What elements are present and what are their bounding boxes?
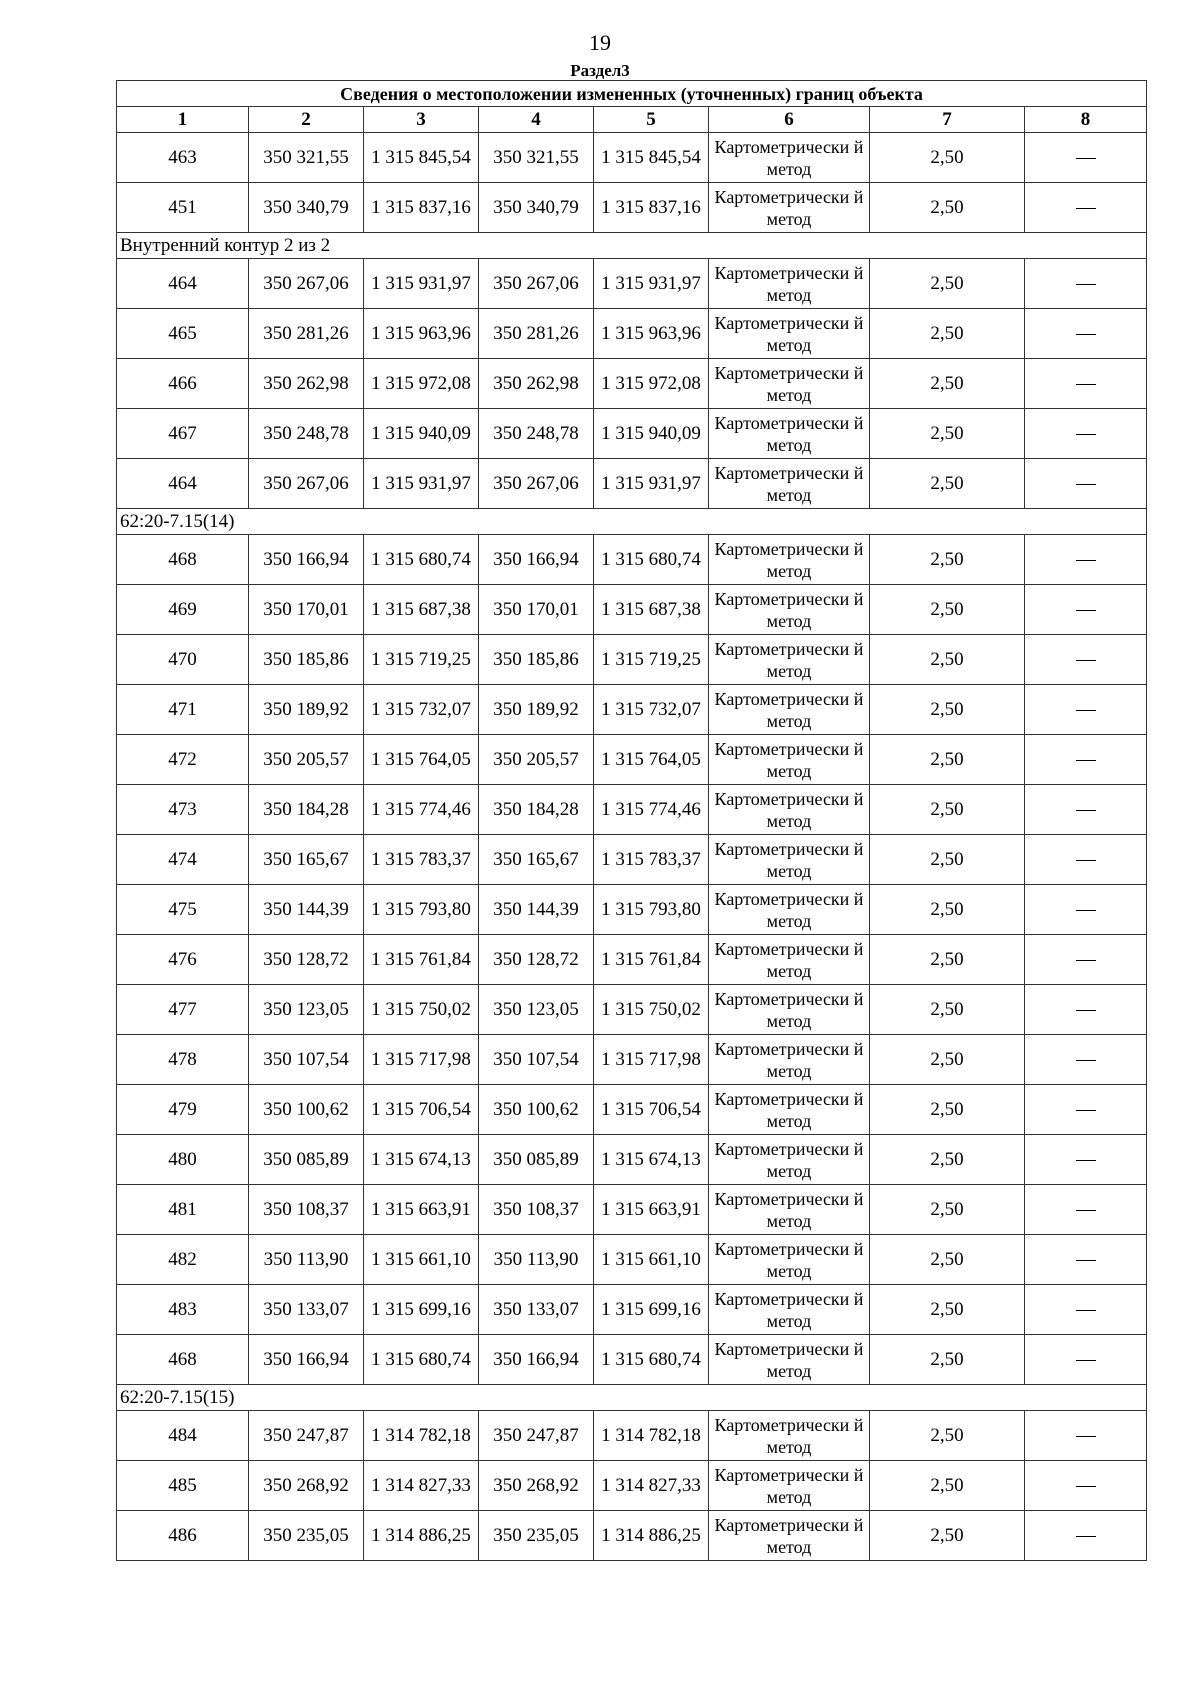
contour-label: 62:20-7.15(15): [117, 1385, 1147, 1411]
x-existing-cell: 350 144,39: [249, 885, 364, 935]
y-existing-cell: 1 315 940,09: [364, 409, 479, 459]
y-refined-cell: 1 315 687,38: [594, 585, 709, 635]
y-refined-cell: 1 315 719,25: [594, 635, 709, 685]
y-refined-cell: 1 315 699,16: [594, 1285, 709, 1335]
description-cell: [1025, 183, 1147, 233]
dash-mark: [1076, 384, 1096, 385]
x-refined-cell: 350 166,94: [479, 535, 594, 585]
method-cell: Картометрически й метод: [709, 359, 870, 409]
table-row: [117, 685, 1147, 735]
x-existing-cell: 350 205,57: [249, 735, 364, 785]
point-number-cell: 482: [117, 1235, 249, 1285]
y-refined-cell: 1 315 706,54: [594, 1085, 709, 1135]
method-cell: Картометрически й метод: [709, 133, 870, 183]
point-number-cell: 486: [117, 1511, 249, 1561]
dash-mark: [1076, 1160, 1096, 1161]
x-refined-cell: 350 165,67: [479, 835, 594, 885]
x-refined-cell: 350 267,06: [479, 459, 594, 509]
point-number-cell: 485: [117, 1461, 249, 1511]
method-cell: Картометрически й метод: [709, 1285, 870, 1335]
x-refined-cell: 350 321,55: [479, 133, 594, 183]
y-existing-cell: 1 315 764,05: [364, 735, 479, 785]
y-existing-cell: 1 315 845,54: [364, 133, 479, 183]
point-number-cell: 484: [117, 1411, 249, 1461]
x-existing-cell: 350 170,01: [249, 585, 364, 635]
y-refined-cell: 1 315 972,08: [594, 359, 709, 409]
y-refined-cell: 1 314 782,18: [594, 1411, 709, 1461]
x-existing-cell: 350 268,92: [249, 1461, 364, 1511]
column-number: 1: [117, 107, 249, 133]
method-cell: Картометрически й метод: [709, 1235, 870, 1285]
table-row: [117, 183, 1147, 233]
y-existing-cell: 1 315 680,74: [364, 535, 479, 585]
point-number-cell: 463: [117, 133, 249, 183]
x-existing-cell: 350 113,90: [249, 1235, 364, 1285]
x-refined-cell: 350 185,86: [479, 635, 594, 685]
table-row: [117, 535, 1147, 585]
x-existing-cell: 350 085,89: [249, 1135, 364, 1185]
accuracy-cell: 2,50: [870, 1335, 1025, 1385]
description-cell: [1025, 409, 1147, 459]
method-cell: Картометрически й метод: [709, 409, 870, 459]
description-cell: [1025, 735, 1147, 785]
accuracy-cell: 2,50: [870, 1461, 1025, 1511]
x-refined-cell: 350 281,26: [479, 309, 594, 359]
method-cell: Картометрически й метод: [709, 1085, 870, 1135]
x-existing-cell: 350 267,06: [249, 459, 364, 509]
accuracy-cell: 2,50: [870, 359, 1025, 409]
table-row: [117, 359, 1147, 409]
table-row: [117, 1511, 1147, 1561]
description-cell: [1025, 1135, 1147, 1185]
contour-group-row: [117, 509, 1147, 535]
dash-mark: [1076, 1310, 1096, 1311]
y-refined-cell: 1 315 680,74: [594, 1335, 709, 1385]
point-number-cell: 481: [117, 1185, 249, 1235]
accuracy-cell: 2,50: [870, 535, 1025, 585]
x-existing-cell: 350 166,94: [249, 1335, 364, 1385]
point-number-cell: 473: [117, 785, 249, 835]
description-cell: [1025, 259, 1147, 309]
y-refined-cell: 1 315 963,96: [594, 309, 709, 359]
column-number: 8: [1025, 107, 1147, 133]
method-cell: Картометрически й метод: [709, 1335, 870, 1385]
contour-group-row: [117, 1385, 1147, 1411]
accuracy-cell: 2,50: [870, 785, 1025, 835]
y-existing-cell: 1 315 931,97: [364, 459, 479, 509]
point-number-cell: 480: [117, 1135, 249, 1185]
description-cell: [1025, 1511, 1147, 1561]
table-row: [117, 985, 1147, 1035]
accuracy-cell: 2,50: [870, 585, 1025, 635]
table-row: [117, 1235, 1147, 1285]
dash-mark: [1076, 660, 1096, 661]
dash-mark: [1076, 560, 1096, 561]
point-number-cell: 475: [117, 885, 249, 935]
contour-label: Внутренний контур 2 из 2: [117, 233, 1147, 259]
method-cell: Картометрически й метод: [709, 1135, 870, 1185]
contour-label: 62:20-7.15(14): [117, 509, 1147, 535]
y-existing-cell: 1 315 783,37: [364, 835, 479, 885]
y-refined-cell: 1 314 886,25: [594, 1511, 709, 1561]
point-number-cell: 464: [117, 259, 249, 309]
method-cell: Картометрически й метод: [709, 535, 870, 585]
description-cell: [1025, 1235, 1147, 1285]
x-refined-cell: 350 184,28: [479, 785, 594, 835]
x-refined-cell: 350 113,90: [479, 1235, 594, 1285]
table-body: [117, 81, 1147, 1561]
y-existing-cell: 1 315 680,74: [364, 1335, 479, 1385]
y-existing-cell: 1 315 732,07: [364, 685, 479, 735]
point-number-cell: 476: [117, 935, 249, 985]
y-existing-cell: 1 315 687,38: [364, 585, 479, 635]
point-number-cell: 451: [117, 183, 249, 233]
y-existing-cell: 1 314 782,18: [364, 1411, 479, 1461]
x-refined-cell: 350 262,98: [479, 359, 594, 409]
y-existing-cell: 1 315 719,25: [364, 635, 479, 685]
table-caption-row: [117, 81, 1147, 107]
table-row: [117, 309, 1147, 359]
method-cell: Картометрически й метод: [709, 259, 870, 309]
method-cell: Картометрически й метод: [709, 885, 870, 935]
y-refined-cell: 1 315 750,02: [594, 985, 709, 1035]
y-existing-cell: 1 315 972,08: [364, 359, 479, 409]
y-existing-cell: 1 315 717,98: [364, 1035, 479, 1085]
point-number-cell: 470: [117, 635, 249, 685]
y-existing-cell: 1 315 837,16: [364, 183, 479, 233]
dash-mark: [1076, 1210, 1096, 1211]
point-number-cell: 467: [117, 409, 249, 459]
method-cell: Картометрически й метод: [709, 685, 870, 735]
x-refined-cell: 350 247,87: [479, 1411, 594, 1461]
y-existing-cell: 1 315 706,54: [364, 1085, 479, 1135]
description-cell: [1025, 935, 1147, 985]
description-cell: [1025, 309, 1147, 359]
x-existing-cell: 350 267,06: [249, 259, 364, 309]
x-refined-cell: 350 235,05: [479, 1511, 594, 1561]
table-row: [117, 935, 1147, 985]
column-number: 5: [594, 107, 709, 133]
x-existing-cell: 350 123,05: [249, 985, 364, 1035]
dash-mark: [1076, 1260, 1096, 1261]
accuracy-cell: 2,50: [870, 309, 1025, 359]
y-refined-cell: 1 315 663,91: [594, 1185, 709, 1235]
table-row: [117, 459, 1147, 509]
dash-mark: [1076, 1110, 1096, 1111]
point-number-cell: 472: [117, 735, 249, 785]
table-caption: Сведения о местоположении измененных (уточненных) границ объекта: [117, 81, 1147, 107]
description-cell: [1025, 635, 1147, 685]
dash-mark: [1076, 1360, 1096, 1361]
y-existing-cell: 1 315 663,91: [364, 1185, 479, 1235]
accuracy-cell: 2,50: [870, 885, 1025, 935]
point-number-cell: 478: [117, 1035, 249, 1085]
x-existing-cell: 350 107,54: [249, 1035, 364, 1085]
y-refined-cell: 1 315 774,46: [594, 785, 709, 835]
dash-mark: [1076, 910, 1096, 911]
dash-mark: [1076, 334, 1096, 335]
x-refined-cell: 350 133,07: [479, 1285, 594, 1335]
dash-mark: [1076, 960, 1096, 961]
description-cell: [1025, 785, 1147, 835]
accuracy-cell: 2,50: [870, 1085, 1025, 1135]
x-refined-cell: 350 205,57: [479, 735, 594, 785]
dash-mark: [1076, 1486, 1096, 1487]
method-cell: Картометрически й метод: [709, 585, 870, 635]
accuracy-cell: 2,50: [870, 735, 1025, 785]
x-existing-cell: 350 108,37: [249, 1185, 364, 1235]
method-cell: Картометрически й метод: [709, 785, 870, 835]
y-existing-cell: 1 315 793,80: [364, 885, 479, 935]
y-existing-cell: 1 315 761,84: [364, 935, 479, 985]
description-cell: [1025, 1285, 1147, 1335]
point-number-cell: 474: [117, 835, 249, 885]
table-row: [117, 735, 1147, 785]
y-existing-cell: 1 315 699,16: [364, 1285, 479, 1335]
x-existing-cell: 350 235,05: [249, 1511, 364, 1561]
x-existing-cell: 350 133,07: [249, 1285, 364, 1335]
y-existing-cell: 1 314 827,33: [364, 1461, 479, 1511]
method-cell: Картометрически й метод: [709, 635, 870, 685]
column-number: 7: [870, 107, 1025, 133]
accuracy-cell: 2,50: [870, 1235, 1025, 1285]
table-row: [117, 785, 1147, 835]
x-refined-cell: 350 085,89: [479, 1135, 594, 1185]
x-refined-cell: 350 166,94: [479, 1335, 594, 1385]
x-refined-cell: 350 107,54: [479, 1035, 594, 1085]
table-row: [117, 635, 1147, 685]
description-cell: [1025, 1185, 1147, 1235]
x-existing-cell: 350 247,87: [249, 1411, 364, 1461]
y-existing-cell: 1 315 931,97: [364, 259, 479, 309]
x-refined-cell: 350 144,39: [479, 885, 594, 935]
coordinates-table: [116, 80, 1147, 1561]
table-row: [117, 1135, 1147, 1185]
point-number-cell: 479: [117, 1085, 249, 1135]
y-existing-cell: 1 315 750,02: [364, 985, 479, 1035]
x-existing-cell: 350 100,62: [249, 1085, 364, 1135]
table-row: [117, 585, 1147, 635]
x-existing-cell: 350 166,94: [249, 535, 364, 585]
x-refined-cell: 350 170,01: [479, 585, 594, 635]
description-cell: [1025, 835, 1147, 885]
table-row: [117, 133, 1147, 183]
table-row: [117, 1461, 1147, 1511]
x-existing-cell: 350 321,55: [249, 133, 364, 183]
y-refined-cell: 1 315 680,74: [594, 535, 709, 585]
dash-mark: [1076, 1536, 1096, 1537]
method-cell: Картометрически й метод: [709, 309, 870, 359]
x-refined-cell: 350 248,78: [479, 409, 594, 459]
table-row: [117, 1335, 1147, 1385]
method-cell: Картометрически й метод: [709, 835, 870, 885]
method-cell: Картометрически й метод: [709, 1411, 870, 1461]
y-existing-cell: 1 315 674,13: [364, 1135, 479, 1185]
method-cell: Картометрически й метод: [709, 935, 870, 985]
y-refined-cell: 1 315 783,37: [594, 835, 709, 885]
method-cell: Картометрически й метод: [709, 1185, 870, 1235]
y-refined-cell: 1 315 793,80: [594, 885, 709, 935]
x-existing-cell: 350 184,28: [249, 785, 364, 835]
accuracy-cell: 2,50: [870, 1035, 1025, 1085]
accuracy-cell: 2,50: [870, 835, 1025, 885]
contour-group-row: [117, 233, 1147, 259]
y-refined-cell: 1 315 732,07: [594, 685, 709, 735]
x-refined-cell: 350 189,92: [479, 685, 594, 735]
column-number: 2: [249, 107, 364, 133]
description-cell: [1025, 1035, 1147, 1085]
section-title: Раздел3: [570, 61, 630, 80]
x-existing-cell: 350 262,98: [249, 359, 364, 409]
y-existing-cell: 1 315 963,96: [364, 309, 479, 359]
y-refined-cell: 1 315 845,54: [594, 133, 709, 183]
table-row: [117, 1185, 1147, 1235]
dash-mark: [1076, 810, 1096, 811]
y-refined-cell: 1 314 827,33: [594, 1461, 709, 1511]
accuracy-cell: 2,50: [870, 183, 1025, 233]
x-existing-cell: 350 165,67: [249, 835, 364, 885]
accuracy-cell: 2,50: [870, 459, 1025, 509]
point-number-cell: 465: [117, 309, 249, 359]
y-refined-cell: 1 315 674,13: [594, 1135, 709, 1185]
description-cell: [1025, 585, 1147, 635]
accuracy-cell: 2,50: [870, 685, 1025, 735]
x-existing-cell: 350 248,78: [249, 409, 364, 459]
point-number-cell: 468: [117, 535, 249, 585]
dash-mark: [1076, 434, 1096, 435]
method-cell: Картометрически й метод: [709, 1035, 870, 1085]
description-cell: [1025, 459, 1147, 509]
y-refined-cell: 1 315 761,84: [594, 935, 709, 985]
x-refined-cell: 350 100,62: [479, 1085, 594, 1135]
accuracy-cell: 2,50: [870, 1185, 1025, 1235]
y-refined-cell: 1 315 940,09: [594, 409, 709, 459]
point-number-cell: 483: [117, 1285, 249, 1335]
point-number-cell: 471: [117, 685, 249, 735]
table-row: [117, 1085, 1147, 1135]
y-refined-cell: 1 315 764,05: [594, 735, 709, 785]
method-cell: Картометрически й метод: [709, 1511, 870, 1561]
dash-mark: [1076, 284, 1096, 285]
method-cell: Картометрически й метод: [709, 459, 870, 509]
description-cell: [1025, 985, 1147, 1035]
accuracy-cell: 2,50: [870, 635, 1025, 685]
x-existing-cell: 350 189,92: [249, 685, 364, 735]
dash-mark: [1076, 610, 1096, 611]
point-number-cell: 477: [117, 985, 249, 1035]
accuracy-cell: 2,50: [870, 1411, 1025, 1461]
description-cell: [1025, 133, 1147, 183]
dash-mark: [1076, 484, 1096, 485]
description-cell: [1025, 885, 1147, 935]
column-number: 3: [364, 107, 479, 133]
table-row: [117, 1285, 1147, 1335]
description-cell: [1025, 1085, 1147, 1135]
dash-mark: [1076, 1060, 1096, 1061]
accuracy-cell: 2,50: [870, 409, 1025, 459]
table-row: [117, 885, 1147, 935]
x-existing-cell: 350 281,26: [249, 309, 364, 359]
column-number: 6: [709, 107, 870, 133]
y-existing-cell: 1 314 886,25: [364, 1511, 479, 1561]
y-refined-cell: 1 315 931,97: [594, 459, 709, 509]
dash-mark: [1076, 1010, 1096, 1011]
table-row: [117, 1411, 1147, 1461]
dash-mark: [1076, 158, 1096, 159]
x-refined-cell: 350 340,79: [479, 183, 594, 233]
y-existing-cell: 1 315 661,10: [364, 1235, 479, 1285]
table-row: [117, 259, 1147, 309]
method-cell: Картометрически й метод: [709, 985, 870, 1035]
x-refined-cell: 350 267,06: [479, 259, 594, 309]
dash-mark: [1076, 860, 1096, 861]
accuracy-cell: 2,50: [870, 259, 1025, 309]
table-row: [117, 409, 1147, 459]
method-cell: Картометрически й метод: [709, 735, 870, 785]
method-cell: Картометрически й метод: [709, 1461, 870, 1511]
description-cell: [1025, 1411, 1147, 1461]
x-refined-cell: 350 128,72: [479, 935, 594, 985]
table-row: [117, 1035, 1147, 1085]
description-cell: [1025, 1461, 1147, 1511]
y-existing-cell: 1 315 774,46: [364, 785, 479, 835]
dash-mark: [1076, 1436, 1096, 1437]
x-refined-cell: 350 108,37: [479, 1185, 594, 1235]
description-cell: [1025, 1335, 1147, 1385]
accuracy-cell: 2,50: [870, 1135, 1025, 1185]
x-refined-cell: 350 123,05: [479, 985, 594, 1035]
accuracy-cell: 2,50: [870, 133, 1025, 183]
point-number-cell: 464: [117, 459, 249, 509]
y-refined-cell: 1 315 661,10: [594, 1235, 709, 1285]
y-refined-cell: 1 315 931,97: [594, 259, 709, 309]
x-existing-cell: 350 185,86: [249, 635, 364, 685]
description-cell: [1025, 685, 1147, 735]
point-number-cell: 469: [117, 585, 249, 635]
x-existing-cell: 350 340,79: [249, 183, 364, 233]
description-cell: [1025, 535, 1147, 585]
accuracy-cell: 2,50: [870, 1285, 1025, 1335]
x-existing-cell: 350 128,72: [249, 935, 364, 985]
column-number-row: [117, 107, 1147, 133]
column-number: 4: [479, 107, 594, 133]
point-number-cell: 468: [117, 1335, 249, 1385]
method-cell: Картометрически й метод: [709, 183, 870, 233]
accuracy-cell: 2,50: [870, 935, 1025, 985]
dash-mark: [1076, 208, 1096, 209]
description-cell: [1025, 359, 1147, 409]
y-refined-cell: 1 315 717,98: [594, 1035, 709, 1085]
accuracy-cell: 2,50: [870, 985, 1025, 1035]
y-refined-cell: 1 315 837,16: [594, 183, 709, 233]
dash-mark: [1076, 760, 1096, 761]
accuracy-cell: 2,50: [870, 1511, 1025, 1561]
point-number-cell: 466: [117, 359, 249, 409]
page-number: 19: [589, 30, 611, 55]
dash-mark: [1076, 710, 1096, 711]
table-row: [117, 835, 1147, 885]
x-refined-cell: 350 268,92: [479, 1461, 594, 1511]
